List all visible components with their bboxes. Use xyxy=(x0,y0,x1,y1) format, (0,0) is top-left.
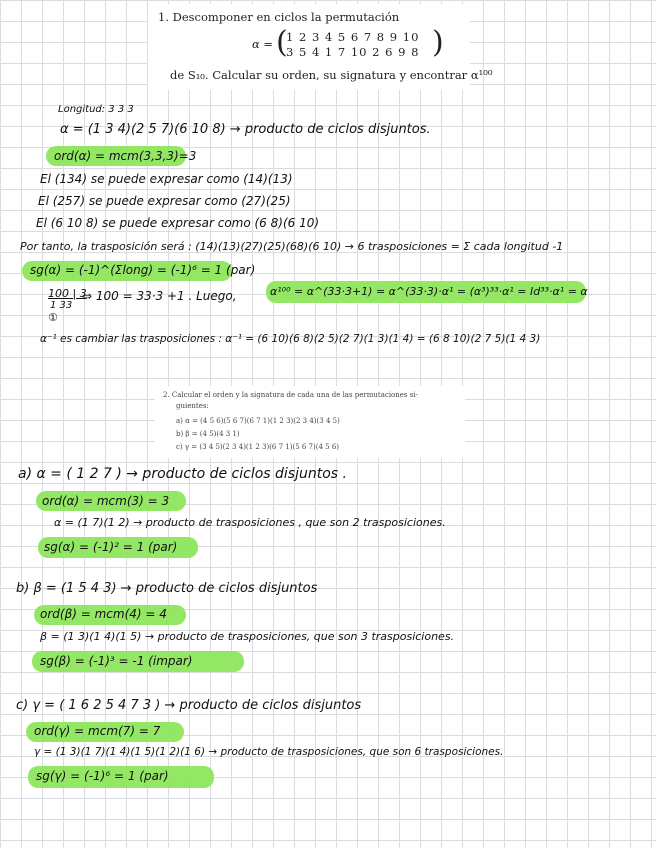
alpha-sign: sg(α) = (-1)^(Σlong) = (-1)⁶ = 1 (par) xyxy=(30,263,256,277)
a-sign: sg(α) = (-1)² = 1 (par) xyxy=(44,540,178,554)
problem2-item-a: a) α = (4 5 6)(5 6 7)(6 7 1)(1 2 3)(2 3 4)(3 4 5) xyxy=(176,417,340,425)
transposition-product: Por tanto, la trasposición será : (14)(13)(27)(25)(68)(6 10) → 6 trasposiciones = Σ cada longitud -1 xyxy=(20,240,564,253)
c-order: ord(γ) = mcm(7) = 7 xyxy=(34,724,161,738)
problem2-item-c: c) γ = (3 4 5)(2 3 4)(1 2 3)(6 7 1)(5 6 7)(4 5 6) xyxy=(176,443,340,451)
problem1-statement-2: de S₁₀. Calcular su orden, su signatura y encontrar α¹⁰⁰ xyxy=(170,68,493,82)
cycle-length-label: Longitud: 3 3 3 xyxy=(58,104,134,115)
matrix-row-top: 1 2 3 4 5 6 7 8 9 10 xyxy=(286,30,420,44)
alpha-order: ord(α) = mcm(3,3,3)=3 xyxy=(54,149,197,163)
a-cycle: a) α = ( 1 2 7 ) → producto de ciclos disjuntos . xyxy=(18,466,347,482)
right-paren: ) xyxy=(432,25,444,60)
division-quotient: 1 33 xyxy=(50,300,73,311)
division-remainder: ① xyxy=(48,311,58,324)
alpha-power: α¹⁰⁰ = α^(33·3+1) = α^(33·3)·α¹ = (α³)³³·α¹ = Id³³·α¹ = α xyxy=(270,285,588,298)
left-paren: ( xyxy=(276,25,288,60)
b-sign: sg(β) = (-1)³ = -1 (impar) xyxy=(40,654,193,668)
problem2-item-b: b) β = (4 5)(4 3 1) xyxy=(176,430,240,438)
a-order: ord(α) = mcm(3) = 3 xyxy=(42,494,170,508)
c-sign: sg(γ) = (-1)⁶ = 1 (par) xyxy=(36,769,169,783)
b-cycle: b) β = (1 5 4 3) → producto de ciclos disjuntos xyxy=(16,581,318,596)
c-transpositions: γ = (1 3)(1 7)(1 4)(1 5)(1 2)(1 6) → producto de trasposiciones, que son 6 trasposiciones. xyxy=(34,746,504,758)
problem2-statement: 2. Calcular el orden y la signatura de cada una de las permutaciones si- xyxy=(163,391,418,399)
alpha-label: α = xyxy=(252,37,274,51)
a-transpositions: α = (1 7)(1 2) → producto de trasposiciones , que son 2 trasposiciones. xyxy=(54,516,446,529)
division: 100 | 3 xyxy=(48,287,87,300)
transposition-2: El (257) se puede expresar como (27)(25) xyxy=(38,194,291,208)
problem2-statement-2: guientes: xyxy=(176,402,209,410)
transposition-1: El (134) se puede expresar como (14)(13) xyxy=(40,172,293,186)
power-reasoning: ⇒ 100 = 33·3 +1 . Luego, xyxy=(82,289,237,303)
alpha-cycles: α = (1 3 4)(2 5 7)(6 10 8) → producto de ciclos disjuntos. xyxy=(60,122,431,137)
alpha-inverse: α⁻¹ es cambiar las trasposiciones : α⁻¹ = (6 10)(6 8)(2 5)(2 7)(1 3)(1 4) = (6 8 10)(2 7 5)(1 4 3) xyxy=(40,333,541,345)
matrix-row-bottom: 3 5 4 1 7 10 2 6 9 8 xyxy=(286,45,420,59)
c-cycle: c) γ = ( 1 6 2 5 4 7 3 ) → producto de ciclos disjuntos xyxy=(16,698,362,713)
b-order: ord(β) = mcm(4) = 4 xyxy=(40,607,167,621)
transposition-3: El (6 10 8) se puede expresar como (6 8)(6 10) xyxy=(36,216,320,230)
problem1-statement: 1. Descomponer en ciclos la permutación xyxy=(158,10,400,24)
b-transpositions: β = (1 3)(1 4)(1 5) → producto de trasposiciones, que son 3 trasposiciones. xyxy=(40,630,455,643)
